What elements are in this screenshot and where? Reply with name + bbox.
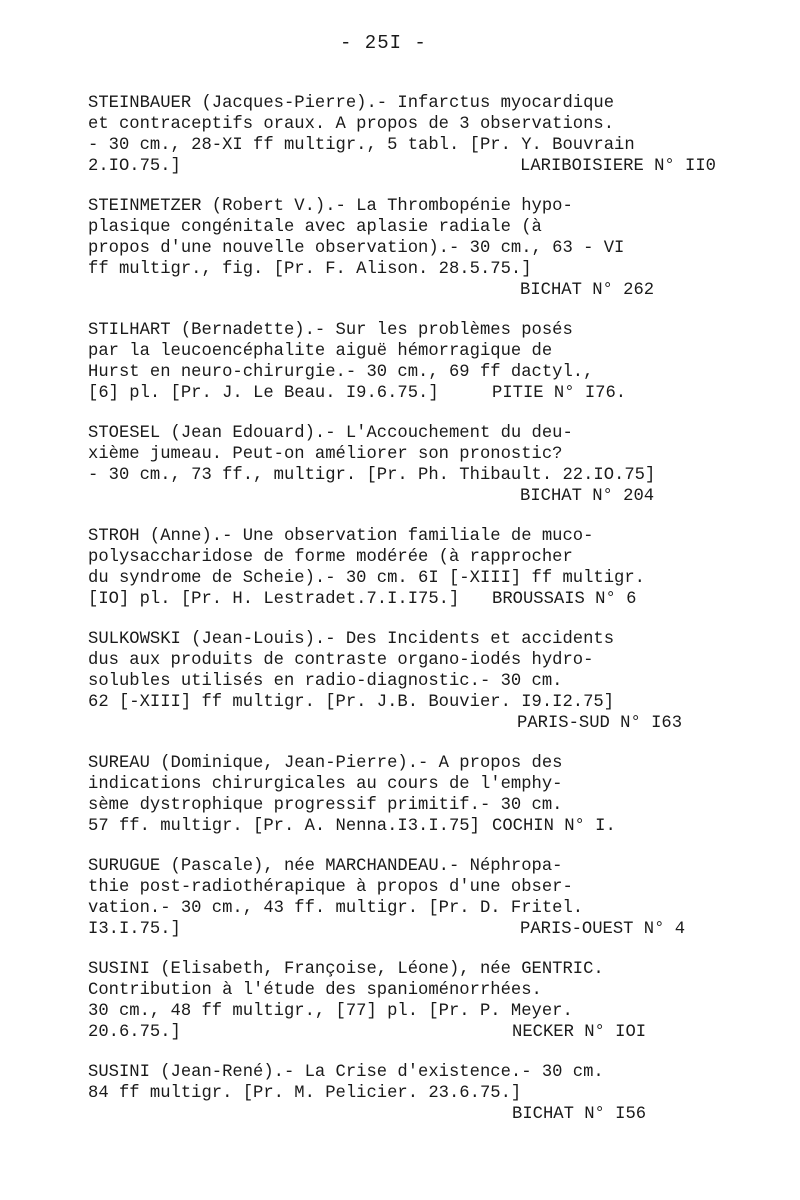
entry-line: indications chirurgicales au cours de l'emphy- — [88, 775, 563, 794]
entry-line: 2.IO.75.] — [88, 157, 181, 176]
entry-line: 84 ff multigr. [Pr. M. Pelicier. 23.6.75.] — [88, 1084, 522, 1103]
entry-line: par la leucoencéphalite aiguë hémorragique de — [88, 342, 553, 361]
entry-line: SUSINI (Jean-René).- La Crise d'existence.- 30 cm. — [88, 1063, 604, 1082]
location-label: PITIE N° I76. — [492, 384, 627, 403]
entry-line: thie post-radiothérapique à propos d'une obser- — [88, 878, 573, 897]
location-label: BICHAT N° I56 — [512, 1105, 647, 1124]
thesis-entry — [88, 856, 728, 940]
location-label: BICHAT N° 204 — [520, 487, 655, 506]
location-label: BICHAT N° 262 — [520, 281, 655, 300]
page-number: - 25I - — [340, 32, 427, 54]
thesis-entry — [88, 320, 728, 404]
entry-line: STOESEL (Jean Edouard).- L'Accouchement du deu- — [88, 424, 573, 443]
entry-line: 57 ff. multigr. [Pr. A. Nenna.I3.I.75] — [88, 817, 480, 836]
entry-ref-line — [88, 1022, 728, 1043]
location-label: NECKER N° IOI — [512, 1023, 647, 1042]
entry-ref-line — [88, 919, 728, 940]
location-label: PARIS-SUD N° I63 — [517, 714, 683, 733]
entry-line: Contribution à l'étude des spanioménorrhées. — [88, 981, 542, 1000]
entry-ref-line — [88, 589, 728, 610]
thesis-entry — [88, 423, 728, 507]
thesis-entries — [88, 93, 728, 1144]
thesis-entry — [88, 753, 728, 837]
entry-line: SULKOWSKI (Jean-Louis).- Des Incidents et accidents — [88, 630, 615, 649]
thesis-entry — [88, 629, 728, 734]
entry-line: plasique congénitale avec aplasie radiale (à — [88, 218, 542, 237]
entry-line: sème dystrophique progressif primitif.- 30 cm. — [88, 796, 563, 815]
entry-line: I3.I.75.] — [88, 920, 181, 939]
entry-line: 62 [-XIII] ff multigr. [Pr. J.B. Bouvier. I9.I2.75] — [88, 693, 615, 712]
entry-ref-line — [88, 156, 728, 177]
entry-line: polysaccharidose de forme modérée (à rapprocher — [88, 548, 573, 567]
entry-line: vation.- 30 cm., 43 ff. multigr. [Pr. D. Fritel. — [88, 899, 584, 918]
entry-line: SUSINI (Elisabeth, Françoise, Léone), née GENTRIC. — [88, 960, 604, 979]
entry-line: xième jumeau. Peut-on améliorer son pronostic? — [88, 445, 563, 464]
location-label: BROUSSAIS N° 6 — [492, 590, 637, 609]
entry-line: 20.6.75.] — [88, 1023, 181, 1042]
entry-line: [IO] pl. [Pr. H. Lestradet.7.I.I75.] — [88, 590, 460, 609]
thesis-entry — [88, 959, 728, 1043]
entry-line: STEINMETZER (Robert V.).- La Thrombopénie hypo- — [88, 197, 573, 216]
entry-ref-line — [88, 383, 728, 404]
location-label: COCHIN N° I. — [492, 817, 616, 836]
entry-line: [6] pl. [Pr. J. Le Beau. I9.6.75.] — [88, 384, 439, 403]
entry-line: du syndrome de Scheie).- 30 cm. 6I [-XIII] ff multigr. — [88, 569, 645, 588]
thesis-entry — [88, 526, 728, 610]
entry-line: 30 cm., 48 ff multigr., [77] pl. [Pr. P. Meyer. — [88, 1002, 573, 1021]
entry-line: - 30 cm., 28-XI ff multigr., 5 tabl. [Pr. Y. Bouvrain — [88, 136, 635, 155]
entry-line: STEINBAUER (Jacques-Pierre).- Infarctus myocardique — [88, 94, 615, 113]
entry-line: solubles utilisés en radio-diagnostic.- 30 cm. — [88, 672, 563, 691]
entry-line: propos d'une nouvelle observation).- 30 cm., 63 - VI — [88, 239, 625, 258]
entry-line: SUREAU (Dominique, Jean-Pierre).- A propos des — [88, 754, 563, 773]
entry-line: STROH (Anne).- Une observation familiale de muco- — [88, 527, 594, 546]
entry-ref-line — [88, 816, 728, 837]
thesis-entry — [88, 196, 728, 301]
entry-line: dus aux produits de contraste organo-iodés hydro- — [88, 651, 594, 670]
entry-line: STILHART (Bernadette).- Sur les problèmes posés — [88, 321, 573, 340]
entry-line: Hurst en neuro-chirurgie.- 30 cm., 69 ff dactyl., — [88, 363, 594, 382]
location-label: LARIBOISIERE N° II0 — [520, 157, 716, 176]
entry-line: SURUGUE (Pascale), née MARCHANDEAU.- Néphropa- — [88, 857, 563, 876]
location-label: PARIS-OUEST N° 4 — [520, 920, 686, 939]
entry-line: - 30 cm., 73 ff., multigr. [Pr. Ph. Thibault. 22.IO.75] — [88, 466, 656, 485]
thesis-entry — [88, 1062, 728, 1125]
entry-line: ff multigr., fig. [Pr. F. Alison. 28.5.75.] — [88, 260, 532, 279]
entry-line: et contraceptifs oraux. A propos de 3 observations. — [88, 115, 615, 134]
thesis-entry — [88, 93, 728, 177]
